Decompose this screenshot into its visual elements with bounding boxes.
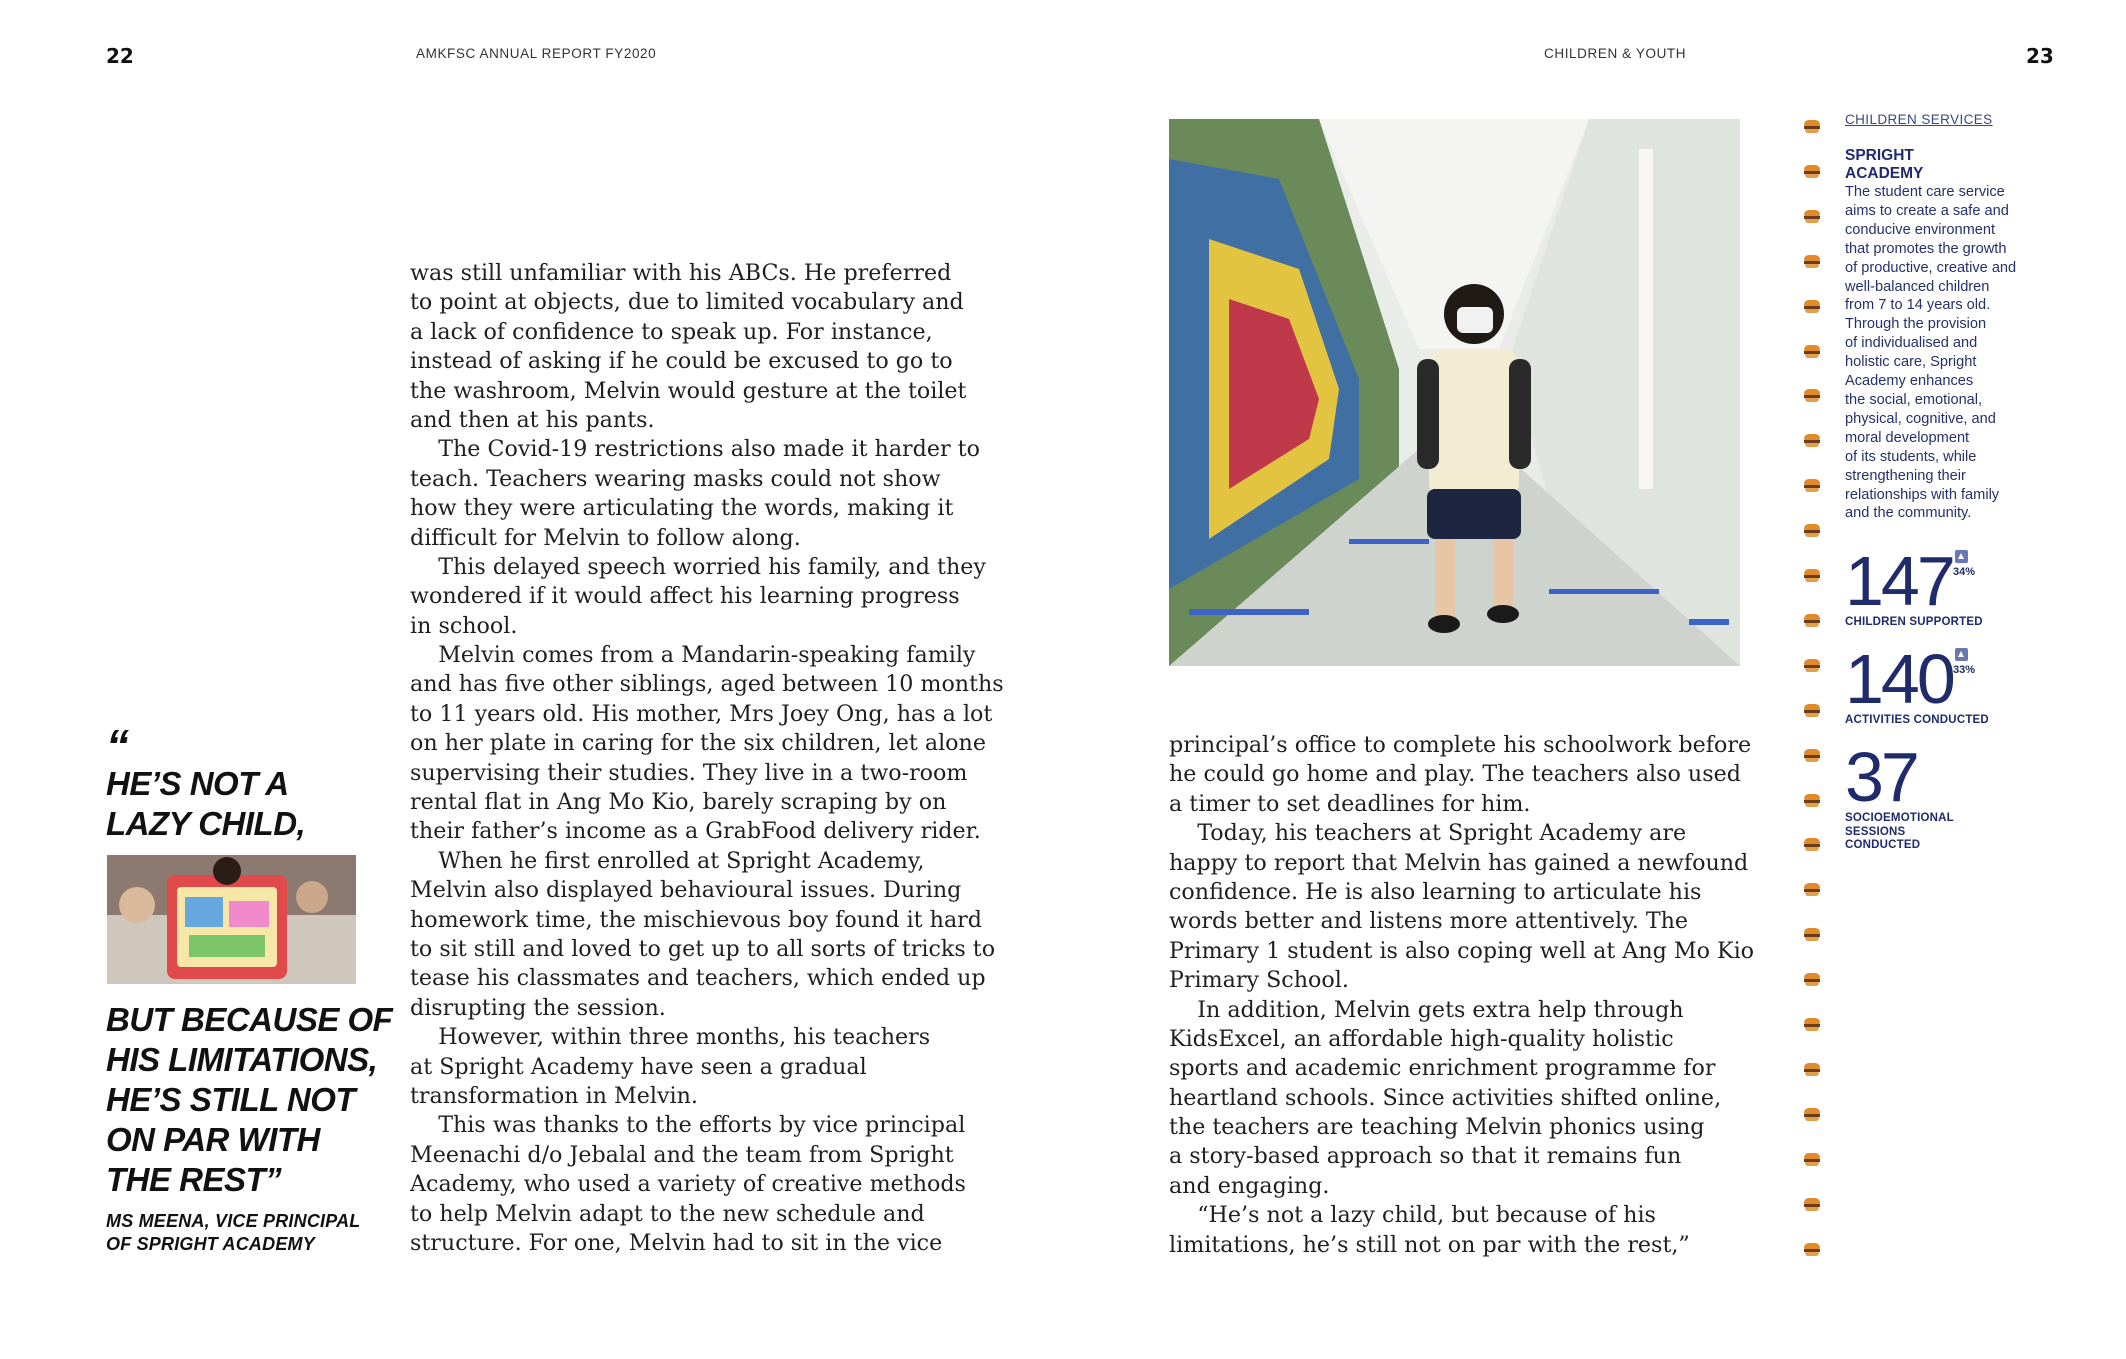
body-text-line: limitations, he’s still not on par with the rest,” <box>1169 1231 1690 1258</box>
sidebar-description-line: The student care service <box>1845 184 2005 200</box>
burger-icon <box>1804 1243 1820 1256</box>
stat-children-supported <box>1845 542 2045 636</box>
sidebar-heading: SPRIGHT <box>1845 147 1914 164</box>
body-text-line: to point at objects, due to limited vocabulary and <box>410 289 964 316</box>
body-text-line: at Spright Academy have seen a gradual <box>410 1053 867 1080</box>
body-text-line: how they were articulating the words, making it <box>410 495 954 522</box>
burger-icon <box>1804 524 1820 537</box>
sidebar-description-line: strengthening their <box>1845 467 1966 484</box>
stat-value: 147 <box>1845 542 1953 620</box>
burger-icon <box>1804 165 1820 178</box>
sidebar-description-line: of individualised and <box>1845 335 1978 352</box>
burger-icon <box>1804 1018 1820 1031</box>
arrow-up-icon <box>1955 550 1968 563</box>
body-text-line: their father’s income as a GrabFood delivery rider. <box>410 818 981 845</box>
sidebar-section-label: CHILDREN SERVICES <box>1845 112 1993 127</box>
burger-icon <box>1804 1153 1820 1166</box>
body-text-line: Melvin also displayed behavioural issues. During <box>410 877 962 904</box>
quote-line: THE REST” <box>106 1161 282 1198</box>
child-reading-photo <box>107 855 356 984</box>
quote-attribution-line: OF SPRIGHT ACADEMY <box>106 1234 315 1254</box>
quote-line: BUT BECAUSE OF <box>106 1001 393 1038</box>
body-text-line: heartland schools. Since activities shifted online, <box>1169 1084 1722 1111</box>
body-text-line: The Covid-19 restrictions also made it harder to <box>410 436 980 463</box>
burger-icon-column <box>1804 120 1824 1260</box>
burger-icon <box>1804 838 1820 851</box>
arrow-up-icon <box>1955 648 1968 661</box>
body-text-line: teach. Teachers wearing masks could not show <box>410 465 941 492</box>
body-text-line: homework time, the mischievous boy found it hard <box>410 906 982 933</box>
sidebar-description-line: that promotes the growth <box>1845 240 2007 257</box>
sidebar-description-line: moral development <box>1845 429 1970 446</box>
sidebar-description-line: Academy enhances <box>1845 373 1974 390</box>
body-column-2 <box>1169 731 1755 1260</box>
sidebar-heading: ACADEMY <box>1845 165 1924 182</box>
body-text-line: was still unfamiliar with his ABCs. He preferred <box>410 260 952 286</box>
stat-value: 140 <box>1845 640 1953 718</box>
body-text-line: “He’s not a lazy child, but because of his <box>1169 1202 1656 1229</box>
stat-label: SOCIOEMOTIONAL SESSIONS CONDUCTED <box>1845 812 1954 851</box>
quote-attribution-line: MS MEENA, VICE PRINCIPAL <box>106 1211 361 1231</box>
body-text-line: Melvin comes from a Mandarin-speaking family <box>410 642 976 669</box>
body-text-line: and then at his pants. <box>410 406 655 433</box>
body-text-line: and engaging. <box>1169 1172 1330 1199</box>
body-text-line: principal’s office to complete his schoolwork before <box>1169 732 1752 758</box>
burger-icon <box>1804 389 1820 402</box>
body-text-line: wondered if it would affect his learning progress <box>410 583 960 610</box>
burger-icon <box>1804 120 1820 133</box>
quote-line: HE’S STILL NOT <box>106 1081 356 1118</box>
sidebar-description-line: the social, emotional, <box>1845 391 1983 408</box>
body-text-line: supervising their studies. They live in a two-room <box>410 759 968 786</box>
left-page-number: 22 <box>106 44 134 68</box>
body-text-line: words better and listens more attentively. The <box>1169 908 1689 935</box>
stat-label: ACTIVITIES CONDUCTED <box>1845 714 1989 726</box>
burger-icon <box>1804 883 1820 896</box>
right-running-head: CHILDREN & YOUTH <box>1544 46 1687 61</box>
stat-change: 33% <box>1953 664 1976 676</box>
boy-running-photo <box>1169 119 1740 666</box>
boy-running-photo-art <box>1169 119 1740 666</box>
sidebar-description-line: well-balanced children <box>1845 278 1990 295</box>
body-text-line: to 11 years old. His mother, Mrs Joey Ong, has a lot <box>410 700 993 727</box>
sidebar-description-line: and the community. <box>1845 505 1972 522</box>
burger-icon <box>1804 479 1820 492</box>
child-reading-photo-art <box>107 855 356 984</box>
pull-quote-top <box>106 764 396 844</box>
body-text-line: disrupting the session. <box>410 994 666 1021</box>
quote-line: ON PAR WITH <box>106 1121 320 1158</box>
sidebar-description-line: of productive, creative and <box>1845 259 2017 276</box>
sidebar-description <box>1845 183 2055 523</box>
body-text-line: confidence. He is also learning to articulate his <box>1169 878 1702 905</box>
body-text-line: KidsExcel, an affordable high-quality holistic <box>1169 1025 1674 1052</box>
burger-icon <box>1804 749 1820 762</box>
body-text-line: instead of asking if he could be excused to go to <box>410 348 953 375</box>
body-text-line: Primary 1 student is also coping well at Ang Mo Kio <box>1169 937 1755 964</box>
burger-icon <box>1804 434 1820 447</box>
stat-socioemotional-sessions <box>1845 738 2045 852</box>
pull-quote-bottom <box>106 1000 406 1200</box>
quote-mark: “ <box>106 720 129 772</box>
body-text-line: When he first enrolled at Spright Academy, <box>410 847 925 874</box>
burger-icon <box>1804 210 1820 223</box>
body-text-line: Primary School. <box>1169 967 1349 994</box>
burger-icon <box>1804 704 1820 717</box>
body-text-line: rental flat in Ang Mo Kio, barely scraping by on <box>410 789 947 816</box>
body-text-line: difficult for Melvin to follow along. <box>410 524 801 551</box>
body-column-1 <box>410 259 1004 1258</box>
sidebar-description-line: physical, cognitive, and <box>1845 410 1996 427</box>
pull-quote <box>106 720 396 772</box>
body-text-line: a timer to set deadlines for him. <box>1169 790 1531 817</box>
burger-icon <box>1804 255 1820 268</box>
quote-line: HIS LIMITATIONS, <box>106 1041 378 1078</box>
stat-label: CHILDREN SUPPORTED <box>1845 616 1983 628</box>
body-text-line: a story-based approach so that it remains fun <box>1169 1143 1682 1170</box>
body-text-line: to sit still and loved to get up to all sorts of tricks to <box>410 935 996 962</box>
body-text-line: However, within three months, his teachers <box>410 1024 931 1051</box>
body-text-line: a lack of confidence to speak up. For instance, <box>410 318 933 345</box>
burger-icon <box>1804 1108 1820 1121</box>
burger-icon <box>1804 794 1820 807</box>
quote-attribution <box>106 1210 406 1256</box>
body-text-line: the teachers are teaching Melvin phonics using <box>1169 1114 1705 1141</box>
right-page-number: 23 <box>2026 44 2054 68</box>
sidebar-description-line: of its students, while <box>1845 448 1977 465</box>
sidebar-description-line: aims to create a safe and <box>1845 202 2009 219</box>
sidebar-description-line: Through the provision <box>1845 316 1987 333</box>
burger-icon <box>1804 345 1820 358</box>
burger-icon <box>1804 614 1820 627</box>
body-text-line: Today, his teachers at Spright Academy are <box>1169 820 1687 847</box>
body-text-line: on her plate in caring for the six children, let alone <box>410 730 986 757</box>
stat-activities-conducted <box>1845 640 2045 734</box>
sidebar-description-line: relationships with family <box>1845 486 2000 503</box>
burger-icon <box>1804 928 1820 941</box>
body-text-line: structure. For one, Melvin had to sit in the vice <box>410 1229 943 1256</box>
sidebar-description-line: conducive environment <box>1845 221 1996 238</box>
body-text-line: tease his classmates and teachers, which ended up <box>410 965 986 992</box>
burger-icon <box>1804 1198 1820 1211</box>
body-text-line: he could go home and play. The teachers also used <box>1169 761 1741 788</box>
body-text-line: to help Melvin adapt to the new schedule and <box>410 1200 925 1227</box>
body-text-line: This delayed speech worried his family, and they <box>410 553 986 580</box>
body-text-line: and has five other siblings, aged between 10 months <box>410 671 1004 698</box>
burger-icon <box>1804 973 1820 986</box>
stat-change: 34% <box>1953 566 1976 578</box>
sidebar <box>1845 112 2055 523</box>
body-text-line: Academy, who used a variety of creative methods <box>410 1171 966 1198</box>
quote-line: LAZY CHILD, <box>106 805 306 842</box>
left-running-head: AMKFSC ANNUAL REPORT FY2020 <box>416 46 657 61</box>
body-text-line: This was thanks to the efforts by vice principal <box>410 1112 966 1139</box>
body-text-line: sports and academic enrichment programme for <box>1169 1055 1716 1082</box>
body-text-line: Meenachi d/o Jebalal and the team from Spright <box>410 1141 954 1168</box>
sidebar-description-line: holistic care, Spright <box>1845 354 1977 371</box>
body-text-line: in school. <box>410 612 518 639</box>
body-text-line: the washroom, Melvin would gesture at the toilet <box>410 377 967 404</box>
sidebar-description-line: from 7 to 14 years old. <box>1845 297 1991 314</box>
burger-icon <box>1804 1063 1820 1076</box>
burger-icon <box>1804 300 1820 313</box>
body-text-line: transformation in Melvin. <box>410 1082 698 1109</box>
body-text-line: happy to report that Melvin has gained a newfound <box>1169 849 1749 876</box>
burger-icon <box>1804 569 1820 582</box>
burger-icon <box>1804 659 1820 672</box>
stat-value: 37 <box>1845 738 1917 816</box>
body-text-line: In addition, Melvin gets extra help through <box>1169 996 1684 1023</box>
quote-line: HE’S NOT A <box>106 765 289 802</box>
